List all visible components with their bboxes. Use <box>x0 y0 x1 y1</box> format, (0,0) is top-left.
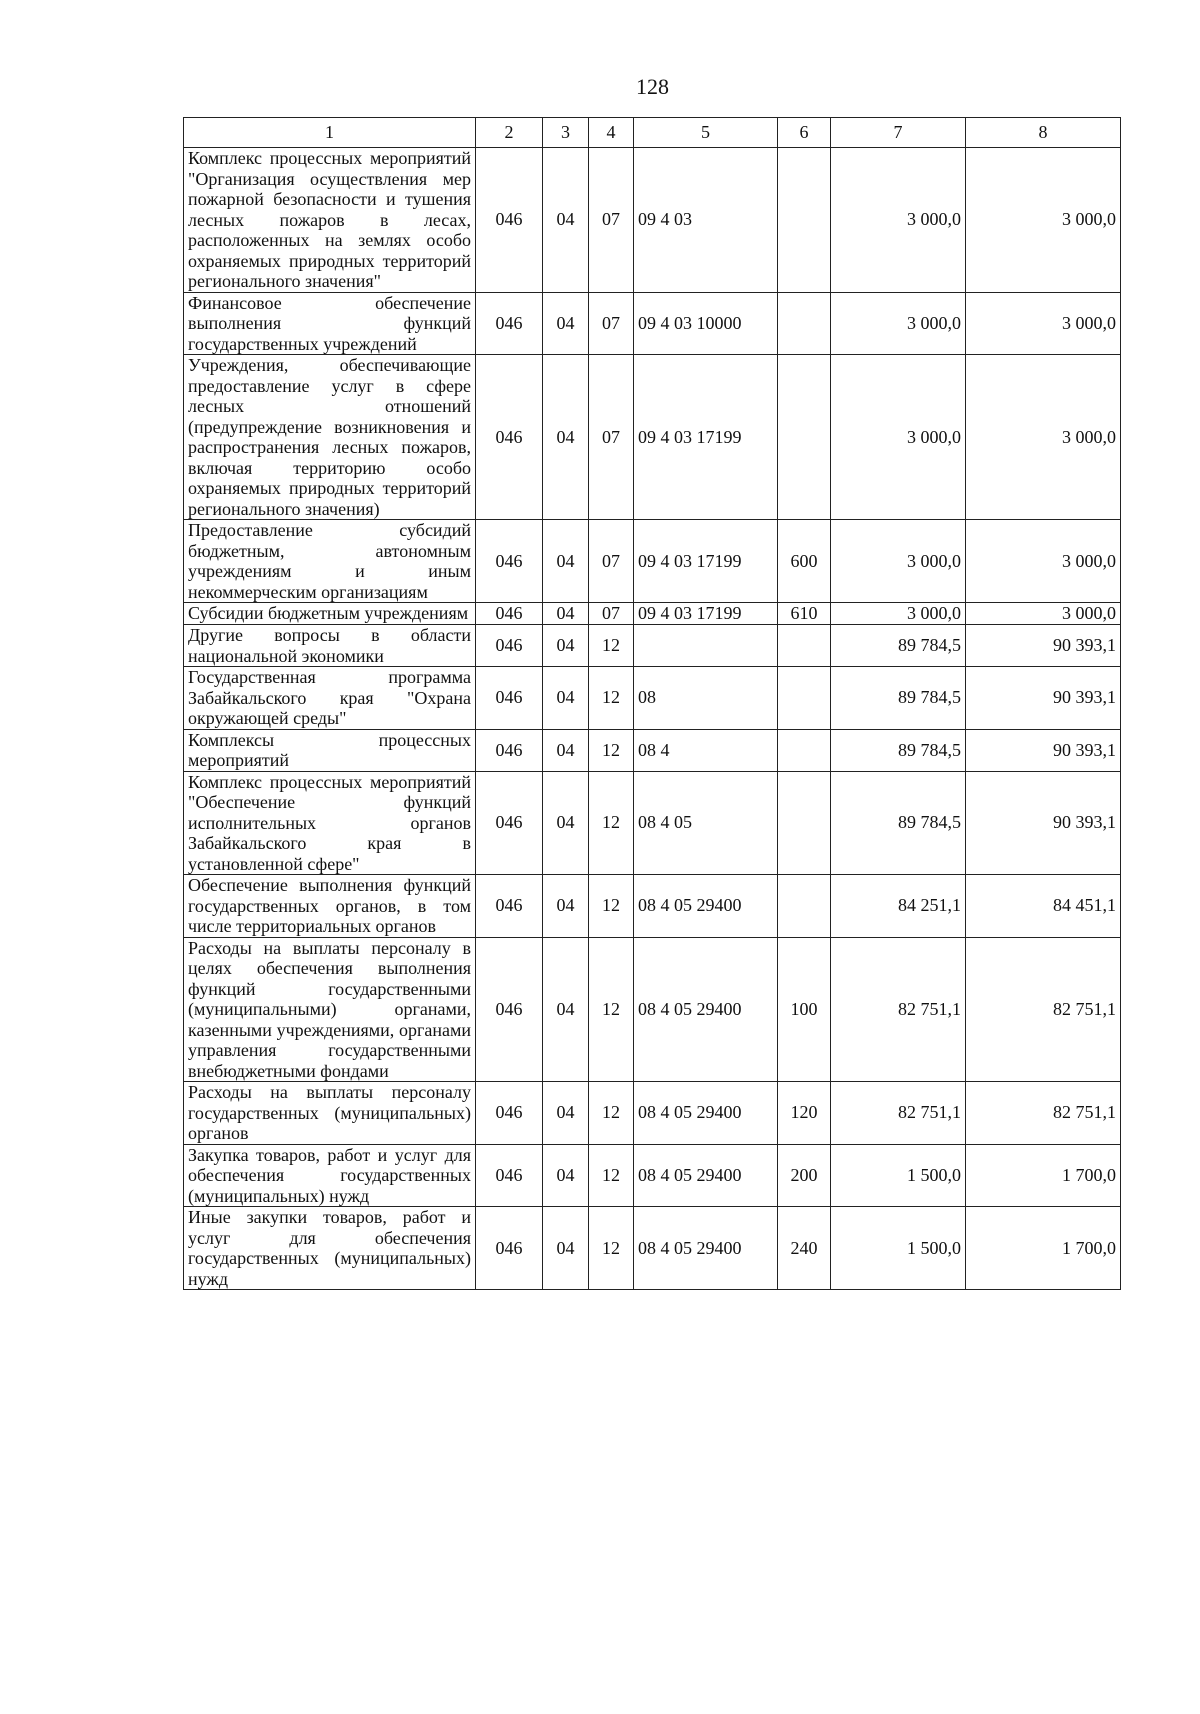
target-article-code: 08 4 05 29400 <box>634 1207 778 1290</box>
admin-code: 046 <box>476 729 543 771</box>
expense-type-code: 610 <box>778 603 831 625</box>
admin-code: 046 <box>476 520 543 603</box>
amount-year-1: 3 000,0 <box>831 355 966 520</box>
target-article-code: 09 4 03 17199 <box>634 355 778 520</box>
admin-code: 046 <box>476 771 543 875</box>
row-description: Комплекс процессных мероприятий "Организация осуществления мер пожарной безопасности и тушения лесных пожаров в лесах, расположенных на землях особо охраняемых природных территорий регионального значения" <box>184 148 476 293</box>
expense-type-code <box>778 875 831 938</box>
subsection-code: 07 <box>589 603 634 625</box>
subsection-code: 12 <box>589 625 634 667</box>
column-header: 7 <box>831 118 966 148</box>
column-header: 6 <box>778 118 831 148</box>
table-row <box>184 667 1121 730</box>
expense-type-code <box>778 729 831 771</box>
table-row <box>184 771 1121 875</box>
section-code: 04 <box>543 667 589 730</box>
amount-year-2: 84 451,1 <box>966 875 1121 938</box>
expense-type-code <box>778 667 831 730</box>
row-description: Расходы на выплаты персоналу государственных (муниципальных) органов <box>184 1082 476 1145</box>
amount-year-1: 1 500,0 <box>831 1207 966 1290</box>
amount-year-1: 89 784,5 <box>831 771 966 875</box>
target-article-code: 08 4 05 <box>634 771 778 875</box>
column-header: 8 <box>966 118 1121 148</box>
amount-year-1: 3 000,0 <box>831 520 966 603</box>
amount-year-1: 84 251,1 <box>831 875 966 938</box>
admin-code: 046 <box>476 355 543 520</box>
column-header: 4 <box>589 118 634 148</box>
page-number: 128 <box>636 74 669 99</box>
column-header: 1 <box>184 118 476 148</box>
row-description: Учреждения, обеспечивающие предоставление услуг в сфере лесных отношений (предупреждение возникновения и распространения лесных пожаров, включая территорию особо охраняемых природных территорий регионального значения) <box>184 355 476 520</box>
table-row <box>184 625 1121 667</box>
table-row <box>184 1207 1121 1290</box>
target-article-code: 08 <box>634 667 778 730</box>
amount-year-1: 3 000,0 <box>831 603 966 625</box>
admin-code: 046 <box>476 603 543 625</box>
subsection-code: 12 <box>589 1144 634 1207</box>
target-article-code <box>634 625 778 667</box>
subsection-code: 07 <box>589 292 634 355</box>
table-row <box>184 1144 1121 1207</box>
budget-table <box>183 117 1121 1290</box>
expense-type-code <box>778 292 831 355</box>
subsection-code: 07 <box>589 520 634 603</box>
target-article-code: 09 4 03 17199 <box>634 603 778 625</box>
amount-year-2: 1 700,0 <box>966 1144 1121 1207</box>
admin-code: 046 <box>476 1207 543 1290</box>
row-description: Комплексы процессных мероприятий <box>184 729 476 771</box>
target-article-code: 09 4 03 17199 <box>634 520 778 603</box>
amount-year-2: 90 393,1 <box>966 771 1121 875</box>
expense-type-code: 600 <box>778 520 831 603</box>
row-description: Расходы на выплаты персоналу в целях обеспечения выполнения функций государственными (муниципальными) органами, казенными учреждениями, органами управления государственными внебюджетными фондами <box>184 937 476 1082</box>
subsection-code: 12 <box>589 937 634 1082</box>
row-description: Предоставление субсидий бюджетным, автономным учреждениям и иным некоммерческим организациям <box>184 520 476 603</box>
row-description: Субсидии бюджетным учреждениям <box>184 603 476 625</box>
subsection-code: 07 <box>589 148 634 293</box>
subsection-code: 12 <box>589 771 634 875</box>
section-code: 04 <box>543 729 589 771</box>
amount-year-2: 1 700,0 <box>966 1207 1121 1290</box>
amount-year-1: 89 784,5 <box>831 667 966 730</box>
section-code: 04 <box>543 603 589 625</box>
expense-type-code <box>778 148 831 293</box>
table-body <box>184 148 1121 1290</box>
amount-year-2: 82 751,1 <box>966 937 1121 1082</box>
section-code: 04 <box>543 771 589 875</box>
row-description: Обеспечение выполнения функций государственных органов, в том числе территориальных органов <box>184 875 476 938</box>
target-article-code: 08 4 05 29400 <box>634 875 778 938</box>
section-code: 04 <box>543 625 589 667</box>
amount-year-1: 82 751,1 <box>831 1082 966 1145</box>
row-description: Финансовое обеспечение выполнения функций государственных учреждений <box>184 292 476 355</box>
table-row <box>184 729 1121 771</box>
table-row <box>184 355 1121 520</box>
amount-year-1: 3 000,0 <box>831 148 966 293</box>
amount-year-1: 82 751,1 <box>831 937 966 1082</box>
subsection-code: 12 <box>589 729 634 771</box>
expense-type-code <box>778 771 831 875</box>
section-code: 04 <box>543 355 589 520</box>
amount-year-1: 3 000,0 <box>831 292 966 355</box>
row-description: Иные закупки товаров, работ и услуг для обеспечения государственных (муниципальных) нужд <box>184 1207 476 1290</box>
table-row <box>184 520 1121 603</box>
column-header: 2 <box>476 118 543 148</box>
table-row <box>184 148 1121 293</box>
subsection-code: 12 <box>589 1082 634 1145</box>
admin-code: 046 <box>476 625 543 667</box>
column-header: 3 <box>543 118 589 148</box>
column-header: 5 <box>634 118 778 148</box>
section-code: 04 <box>543 520 589 603</box>
admin-code: 046 <box>476 875 543 938</box>
expense-type-code <box>778 355 831 520</box>
subsection-code: 12 <box>589 667 634 730</box>
amount-year-2: 90 393,1 <box>966 667 1121 730</box>
subsection-code: 12 <box>589 875 634 938</box>
amount-year-2: 3 000,0 <box>966 520 1121 603</box>
expense-type-code: 100 <box>778 937 831 1082</box>
amount-year-1: 89 784,5 <box>831 625 966 667</box>
amount-year-2: 82 751,1 <box>966 1082 1121 1145</box>
expense-type-code: 240 <box>778 1207 831 1290</box>
table-row <box>184 292 1121 355</box>
table-row <box>184 937 1121 1082</box>
table-row <box>184 1082 1121 1145</box>
amount-year-1: 1 500,0 <box>831 1144 966 1207</box>
section-code: 04 <box>543 875 589 938</box>
target-article-code: 09 4 03 10000 <box>634 292 778 355</box>
expense-type-code: 120 <box>778 1082 831 1145</box>
target-article-code: 08 4 05 29400 <box>634 937 778 1082</box>
expense-type-code: 200 <box>778 1144 831 1207</box>
header-row <box>184 118 1121 148</box>
amount-year-1: 89 784,5 <box>831 729 966 771</box>
subsection-code: 07 <box>589 355 634 520</box>
target-article-code: 08 4 05 29400 <box>634 1144 778 1207</box>
amount-year-2: 3 000,0 <box>966 292 1121 355</box>
expense-type-code <box>778 625 831 667</box>
section-code: 04 <box>543 148 589 293</box>
section-code: 04 <box>543 937 589 1082</box>
section-code: 04 <box>543 1082 589 1145</box>
table-row <box>184 603 1121 625</box>
admin-code: 046 <box>476 667 543 730</box>
admin-code: 046 <box>476 1144 543 1207</box>
admin-code: 046 <box>476 148 543 293</box>
admin-code: 046 <box>476 937 543 1082</box>
target-article-code: 09 4 03 <box>634 148 778 293</box>
row-description: Закупка товаров, работ и услуг для обеспечения государственных (муниципальных) нужд <box>184 1144 476 1207</box>
admin-code: 046 <box>476 292 543 355</box>
subsection-code: 12 <box>589 1207 634 1290</box>
target-article-code: 08 4 05 29400 <box>634 1082 778 1145</box>
section-code: 04 <box>543 292 589 355</box>
amount-year-2: 3 000,0 <box>966 603 1121 625</box>
amount-year-2: 90 393,1 <box>966 625 1121 667</box>
section-code: 04 <box>543 1144 589 1207</box>
table-row <box>184 875 1121 938</box>
row-description: Другие вопросы в области национальной экономики <box>184 625 476 667</box>
row-description: Государственная программа Забайкальского края "Охрана окружающей среды" <box>184 667 476 730</box>
amount-year-2: 3 000,0 <box>966 148 1121 293</box>
target-article-code: 08 4 <box>634 729 778 771</box>
amount-year-2: 90 393,1 <box>966 729 1121 771</box>
row-description: Комплекс процессных мероприятий "Обеспечение функций исполнительных органов Забайкальского края в установленной сфере" <box>184 771 476 875</box>
amount-year-2: 3 000,0 <box>966 355 1121 520</box>
admin-code: 046 <box>476 1082 543 1145</box>
section-code: 04 <box>543 1207 589 1290</box>
